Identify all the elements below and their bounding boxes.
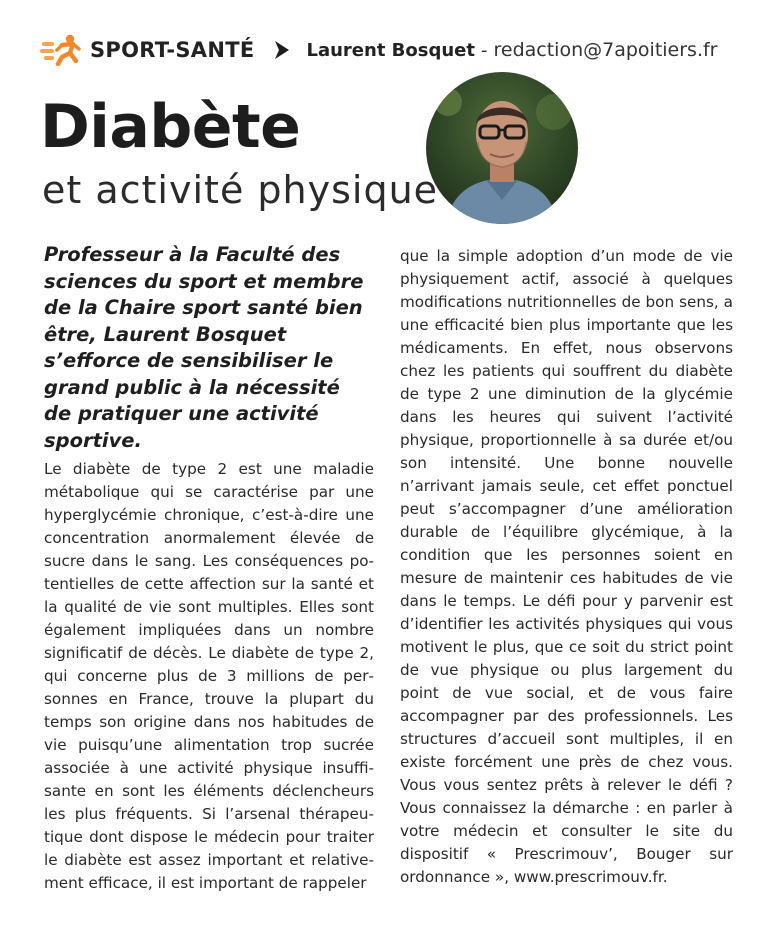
arrow-right-icon [272,40,292,60]
author-email[interactable]: redaction@7apoitiers.fr [493,39,718,61]
article-subtitle: et activité physique [42,168,439,212]
article-header [40,30,740,70]
body-column-right: que la simple adoption d’un mode de vie physiquement actif, associé à quelques modifications nutritionnelles de bon sens, a une efficacité bien plus importante que les médicaments. En effet, nous observons chez les patients qui souffrent du diabète de type 2 une diminution de la glycémie dans les heures qui suivent l’activité physique, proportionnelle à sa durée et/ou son intensité. Une bonne nouvelle n’arrivant jamais seule, cet effet ponctuel peut s’accompagner d’une amélioration durable de l’équilibre glycémique, à la condition que les personnes soient en mesure de maintenir ces habitudes de vie dans le temps. Le défi pour y parvenir est d’identifier les activités physiques qui vous motivent le plus, que ce soit du strict point de vue physique ou plus largement du point de vue social, et de vous faire accompagner par des professionnels. Les structures d’accueil sont multiples, il en existe forcément une près de chez vous. Vous vous sentez prêts à relever le défi ? Vous connaissez la démarche : en parler à votre médecin et consulter le site du dispositif « Prescrimouv’, Bouger sur ordonnance », www.prescrimouv.fr. [400,247,733,886]
rubric-label: SPORT-SANTÉ [90,38,255,62]
article-intro: Professeur à la Faculté des sciences du sport et membre de la Chaire sport santé bien être, Laurent Bosquet s’efforce de sensibiliser le grand public à la nécessité de pratiquer une activité sportive. [44,243,364,452]
author-name: Laurent Bosquet [306,39,475,61]
author-portrait [426,72,578,224]
article-title: Diabète [40,92,301,162]
body-column-left: Le diabète de type 2 est une maladie métabolique qui se caractérise par une hyperglycémie chronique, c’est-à-dire une concentration anormalement élevée de sucre dans le sang. Les conséquences potentielles de cette affection sur la santé et la qualité de vie sont multiples. Elles sont également impliquées dans un nombre significatif de décès. Le diabète de type 2, qui concerne plus de 3 millions de personnes en France, trouve la plupart du temps son origine dans nos habitudes de vie puisqu’une alimentation trop sucrée associée à une activité physique insuffisante en sont les éléments déclencheurs les plus fréquents. Si l’arsenal thérapeutique dont dispose le médecin pour traiter le diabète est assez important et relativement efficace, il est important de rappeler [44,460,374,892]
header-separator: - [481,39,488,61]
runner-icon [40,34,82,66]
